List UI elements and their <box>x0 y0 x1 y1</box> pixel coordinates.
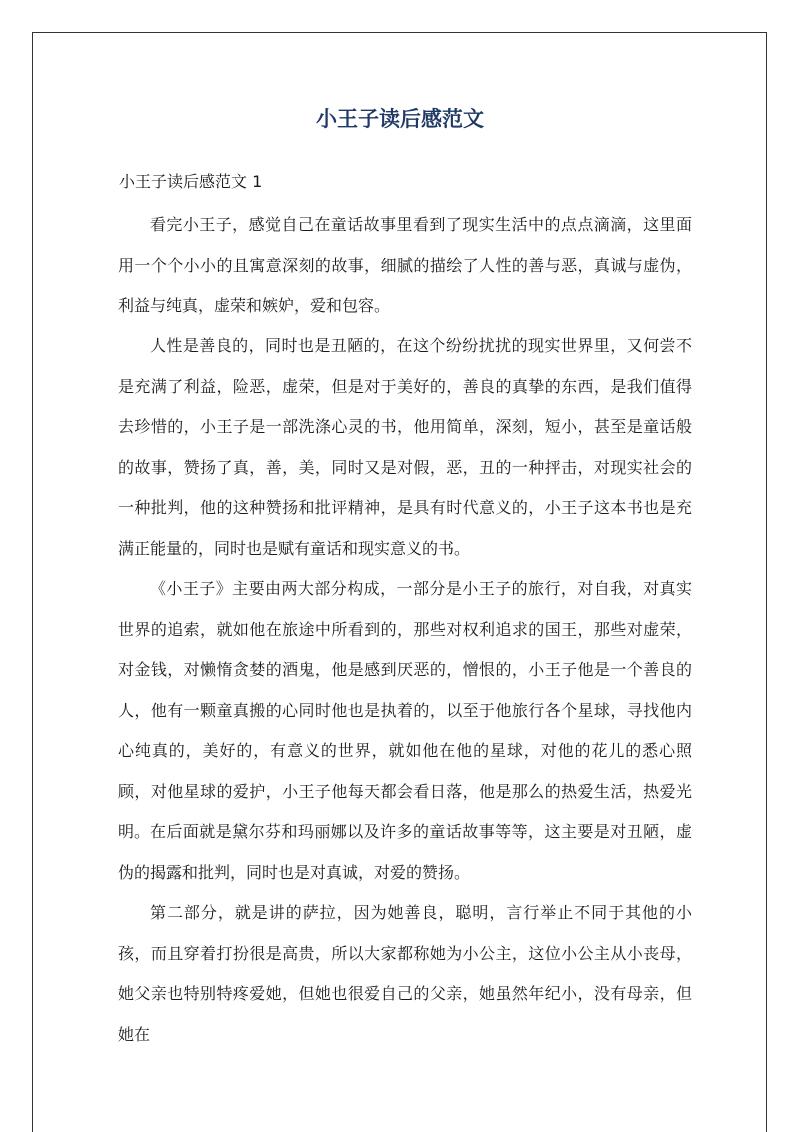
paragraph-1: 看完小王子，感觉自己在童话故事里看到了现实生活中的点点滴滴，这里面用一个个小小的且寓意深刻的故事，细腻的描绘了人性的善与恶，真诚与虚伪，利益与纯真，虚荣和嫉妒，爱和包容。 <box>118 215 692 315</box>
section-heading: 小王子读后感范文 1 <box>119 172 263 191</box>
paragraph-5: 第二部分，就是讲的萨拉，因为她善良，聪明，言行举止不同于其他的小孩，而且穿着打扮很是高贵，所以大家都称她为小公主，这位小公主从小丧母，她父亲也特别特疼爱她，但她也很爱自己的父亲，她虽然年纪小，没有母亲，但她在 <box>118 903 692 1044</box>
paragraph-2: 人性是善良的，同时也是丑陋的，在这个纷纷扰扰的现实世界里，又何尝不是充满了利益，险恶，虚荣，但是对于美好的，善良的真挚的东西，是我们值得去珍惜的，小王子是一部洗涤心灵的书，他用简单，深刻，短小，甚至是童话般的故事，赞扬了真，善，美，同时又是对假，恶，丑的一种抨击，对现实社会的一种批判，他的这种赞扬和批评精神，是具有时代意义的，小王子这本书也是充满正能量的，同时也是赋有童话和现实意义的书。 <box>118 336 692 558</box>
paragraph-4: 在后面就是黛尔芬和玛丽娜以及许多的童话故事等等，这主要是对丑陋，虚伪的揭露和批判，同时也是对真诚，对爱的赞扬。 <box>118 822 692 882</box>
paragraph-3: 《小王子》主要由两大部分构成，一部分是小王子的旅行，对自我，对真实世界的追索，就如他在旅途中所看到的，那些对权利追求的国王，那些对虚荣，对金钱，对懒惰贪婪的酒鬼，他是感到厌恶的，憎恨的，小王子他是一个善良的人，他有一颗童真搬的心同时他也是执着的，以至于他旅行各个星球，寻找他内心纯真的，美好的，有意义的世界，就如他在他的星球，对他的花儿的悉心照顾，对他星球的爱护，小王子他每天都会看日落，他是那么的热爱生活，热爱光明。 <box>118 579 692 841</box>
document-title: 小王子读后感范文 <box>316 107 484 131</box>
